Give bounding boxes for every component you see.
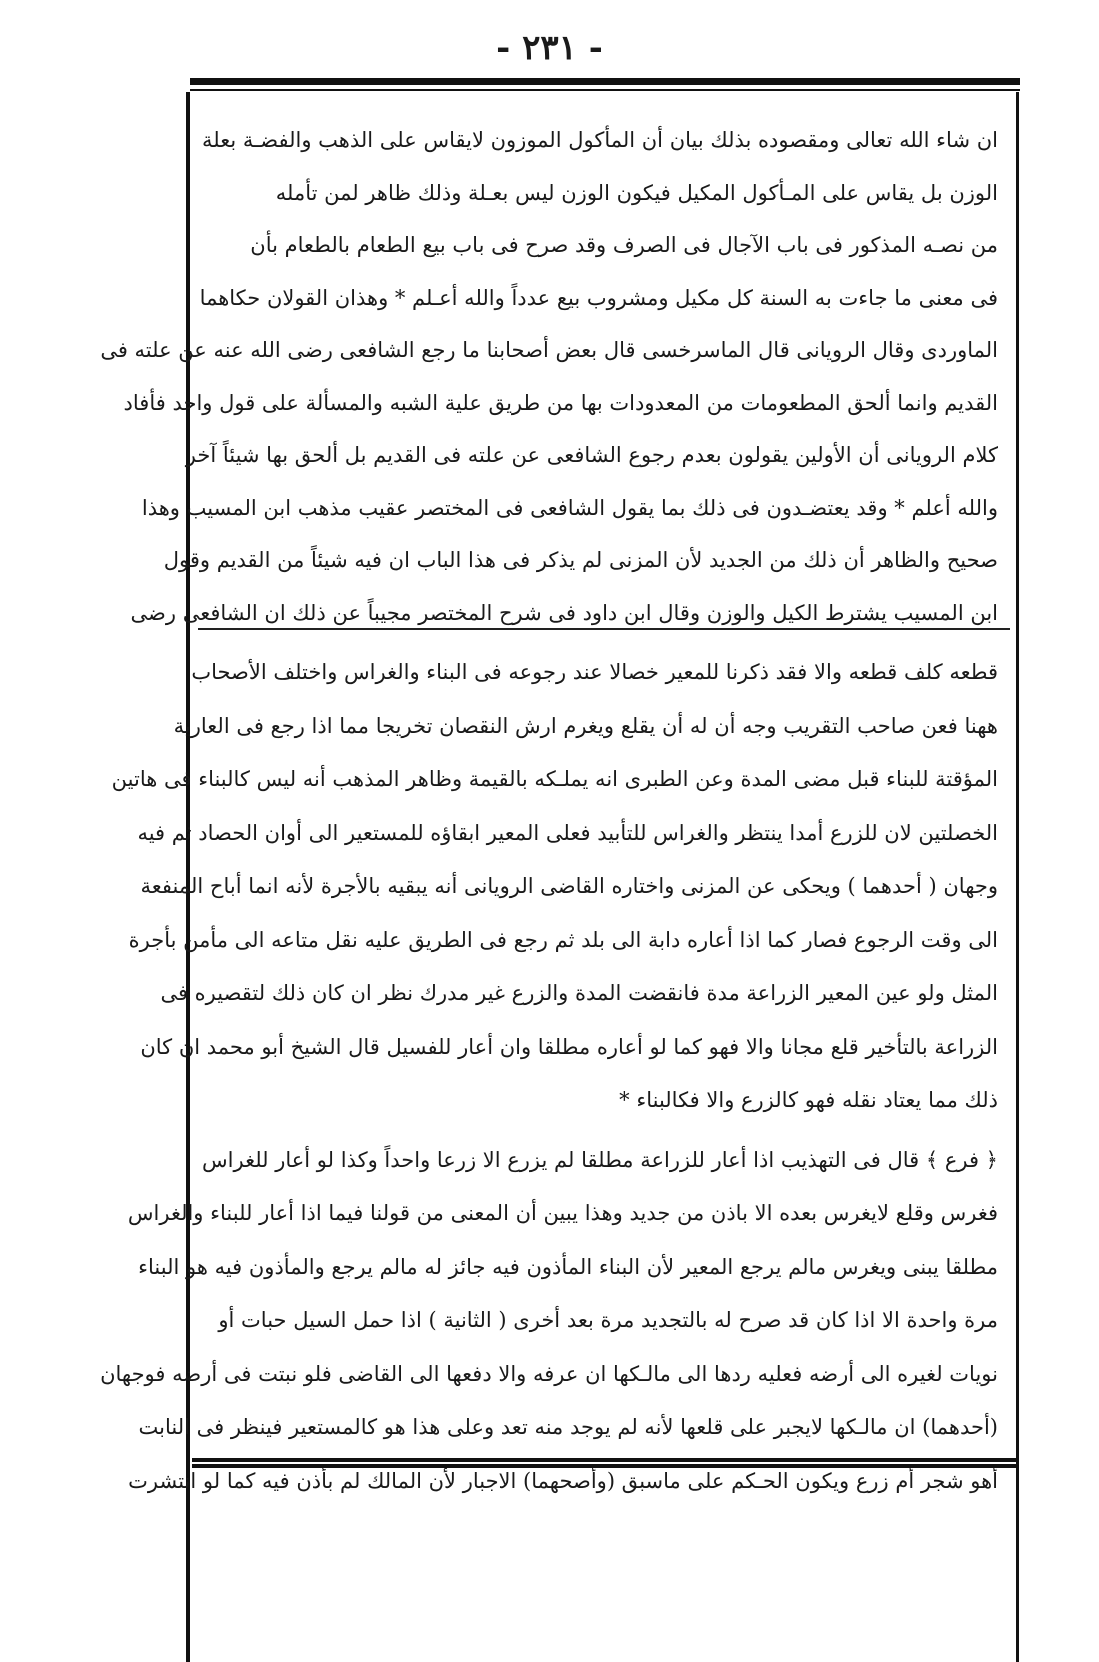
body-line: ذلك مما يعتاد نقله فهو كالزرع والا فكالبناء * [619,1088,998,1112]
commentary-line: ابن المسيب يشترط الكيل والوزن وقال ابن داود فى شرح المختصر مجيباً عن ذلك ان الشافعى رضى [130,600,998,625]
commentary-line: القديم وانما ألحق المطعومات من المعدودات بها من طريق علية الشبه والمسألة على قول واحد فأفاد [123,390,998,415]
body-line: الى وقت الرجوع فصار كما اذا أعاره دابة الى بلد ثم رجع فى الطريق عليه نقل متاعه الى مأمن بأجرة [128,927,998,952]
body-line: أهو شجر أم زرع ويكون الحـكم على ماسبق (وأصحهما) الاجبار لأن المالك لم بأذن فيه كما لو انتشرت [128,1468,998,1493]
commentary-line: الوزن بل يقاس على المـأكول المكيل فيكون الوزن ليس بعـلة وذلك ظاهر لمن تأمله [275,180,998,205]
body-line: المثل ولو عين المعير الزراعة مدة فانقضت المدة والزرع غير مدرك نظر ان كان ذلك لتقصيره فى [160,981,998,1005]
bottom-double-rule [192,1458,1018,1462]
body-line: مرة واحدة الا اذا كان قد صرح له بالتجديد مرة بعد أخرى ( الثانية ) اذا حمل السيل حبات أو [218,1308,998,1332]
body-line: (أحدهما) ان مالـكها لايجبر على قلعها لأنه لم يوجد منه تعد وعلى هذا هو كالمستعير فينظر فى النابت [138,1415,998,1439]
body-line: ههنا فعن صاحب التقريب وجه أن له أن يقلع ويغرم ارش النقصان تخريجا مما اذا رجع فى العارية [173,713,998,738]
body-line: مطلقا يبنى ويغرس مالم يرجع المعير لأن البناء المأذون فيه جائز له مالم يرجع والمأذون فيه هو البناء [138,1254,998,1279]
commentary-line: من نصـه المذكور فى باب الآجال فى الصرف وقد صرح فى باب بيع الطعام بالطعام بأن [250,233,998,257]
body-line: الزراعة بالتأخير قلع مجانا والا فهو كما لو أعاره مطلقا وان أعار للفسيل قال الشيخ أبو محمد ان كان [140,1034,998,1059]
body-line: فغرس وقلع لايغرس بعده الا باذن من جديد وهذا يبين أن المعنى من قولنا فيما اذا أعار للبناء والغراس [127,1201,998,1225]
right-border [1016,92,1019,1662]
commentary-line: والله أعلم * وقد يعتضـدون فى ذلك بما يقول الشافعى فى المختصر عقيب مذهب ابن المسيب وهذا [141,495,998,520]
commentary-line: كلام الرويانى أن الأولين يقولون بعدم رجوع الشافعى عن علته فى القديم بل ألحق بها شيئاً آخر [185,443,998,467]
body-line: وجهان ( أحدهما ) ويحكى عن المزنى واختاره القاضى الرويانى أنه يبقيه بالأجرة لأنه انما أباح المنفعة [140,874,998,898]
body-line: المؤقتة للبناء قبل مضى المدة وعن الطبرى انه يملـكه بالقيمة وظاهر المذهب أنه ليس كالبناء فى هاتين [111,767,998,791]
body-line: قطعه كلف قطعه والا فقد ذكرنا للمعير خصالا عند رجوعه فى البناء والغراس واختلف الأصحاب [191,660,998,684]
body-line: الخصلتين لان للزرع أمدا ينتظر والغراس للتأبيد فعلى المعير ابقاؤه للمستعير الى أوان الحصاد ثم فيه [137,820,998,845]
commentary-line: صحيح والظاهر أن ذلك من الجديد لأن المزنى لم يذكر فى هذا الباب ان فيه شيئاً من القديم وقول [163,548,998,572]
commentary-block [100,104,1010,625]
commentary-line: ان شاء الله تعالى ومقصوده بذلك بيان أن المأكول الموزون لايقاس على الذهب والفضـة بعلة [202,128,998,152]
page-number: - ٢٣١ - [496,28,603,68]
section-separator [198,628,1010,630]
main-text-block [100,640,1010,1493]
body-line: ﴿ فرع ﴾ قال فى التهذيب اذا أعار للزراعة مطلقا لم يزرع الا زرعا واحداً وكذا لو أعار للغراس [202,1147,998,1172]
body-line: نويات لغيره الى أرضه فعليه ردها الى مالـكها ان عرفه والا دفعها الى القاضى فلو نبتت فى أرضه فوجهان [100,1361,998,1386]
commentary-line: فى معنى ما جاءت به السنة كل مكيل ومشروب بيع عدداً والله أعـلم * وهذان القولان حكاهما [199,285,998,310]
top-double-rule [190,78,1020,85]
commentary-line: الماوردى وقال الرويانى قال الماسرخسى قال بعض أصحابنا ما رجع الشافعى رضى الله عنه عن علته فى [100,338,998,362]
